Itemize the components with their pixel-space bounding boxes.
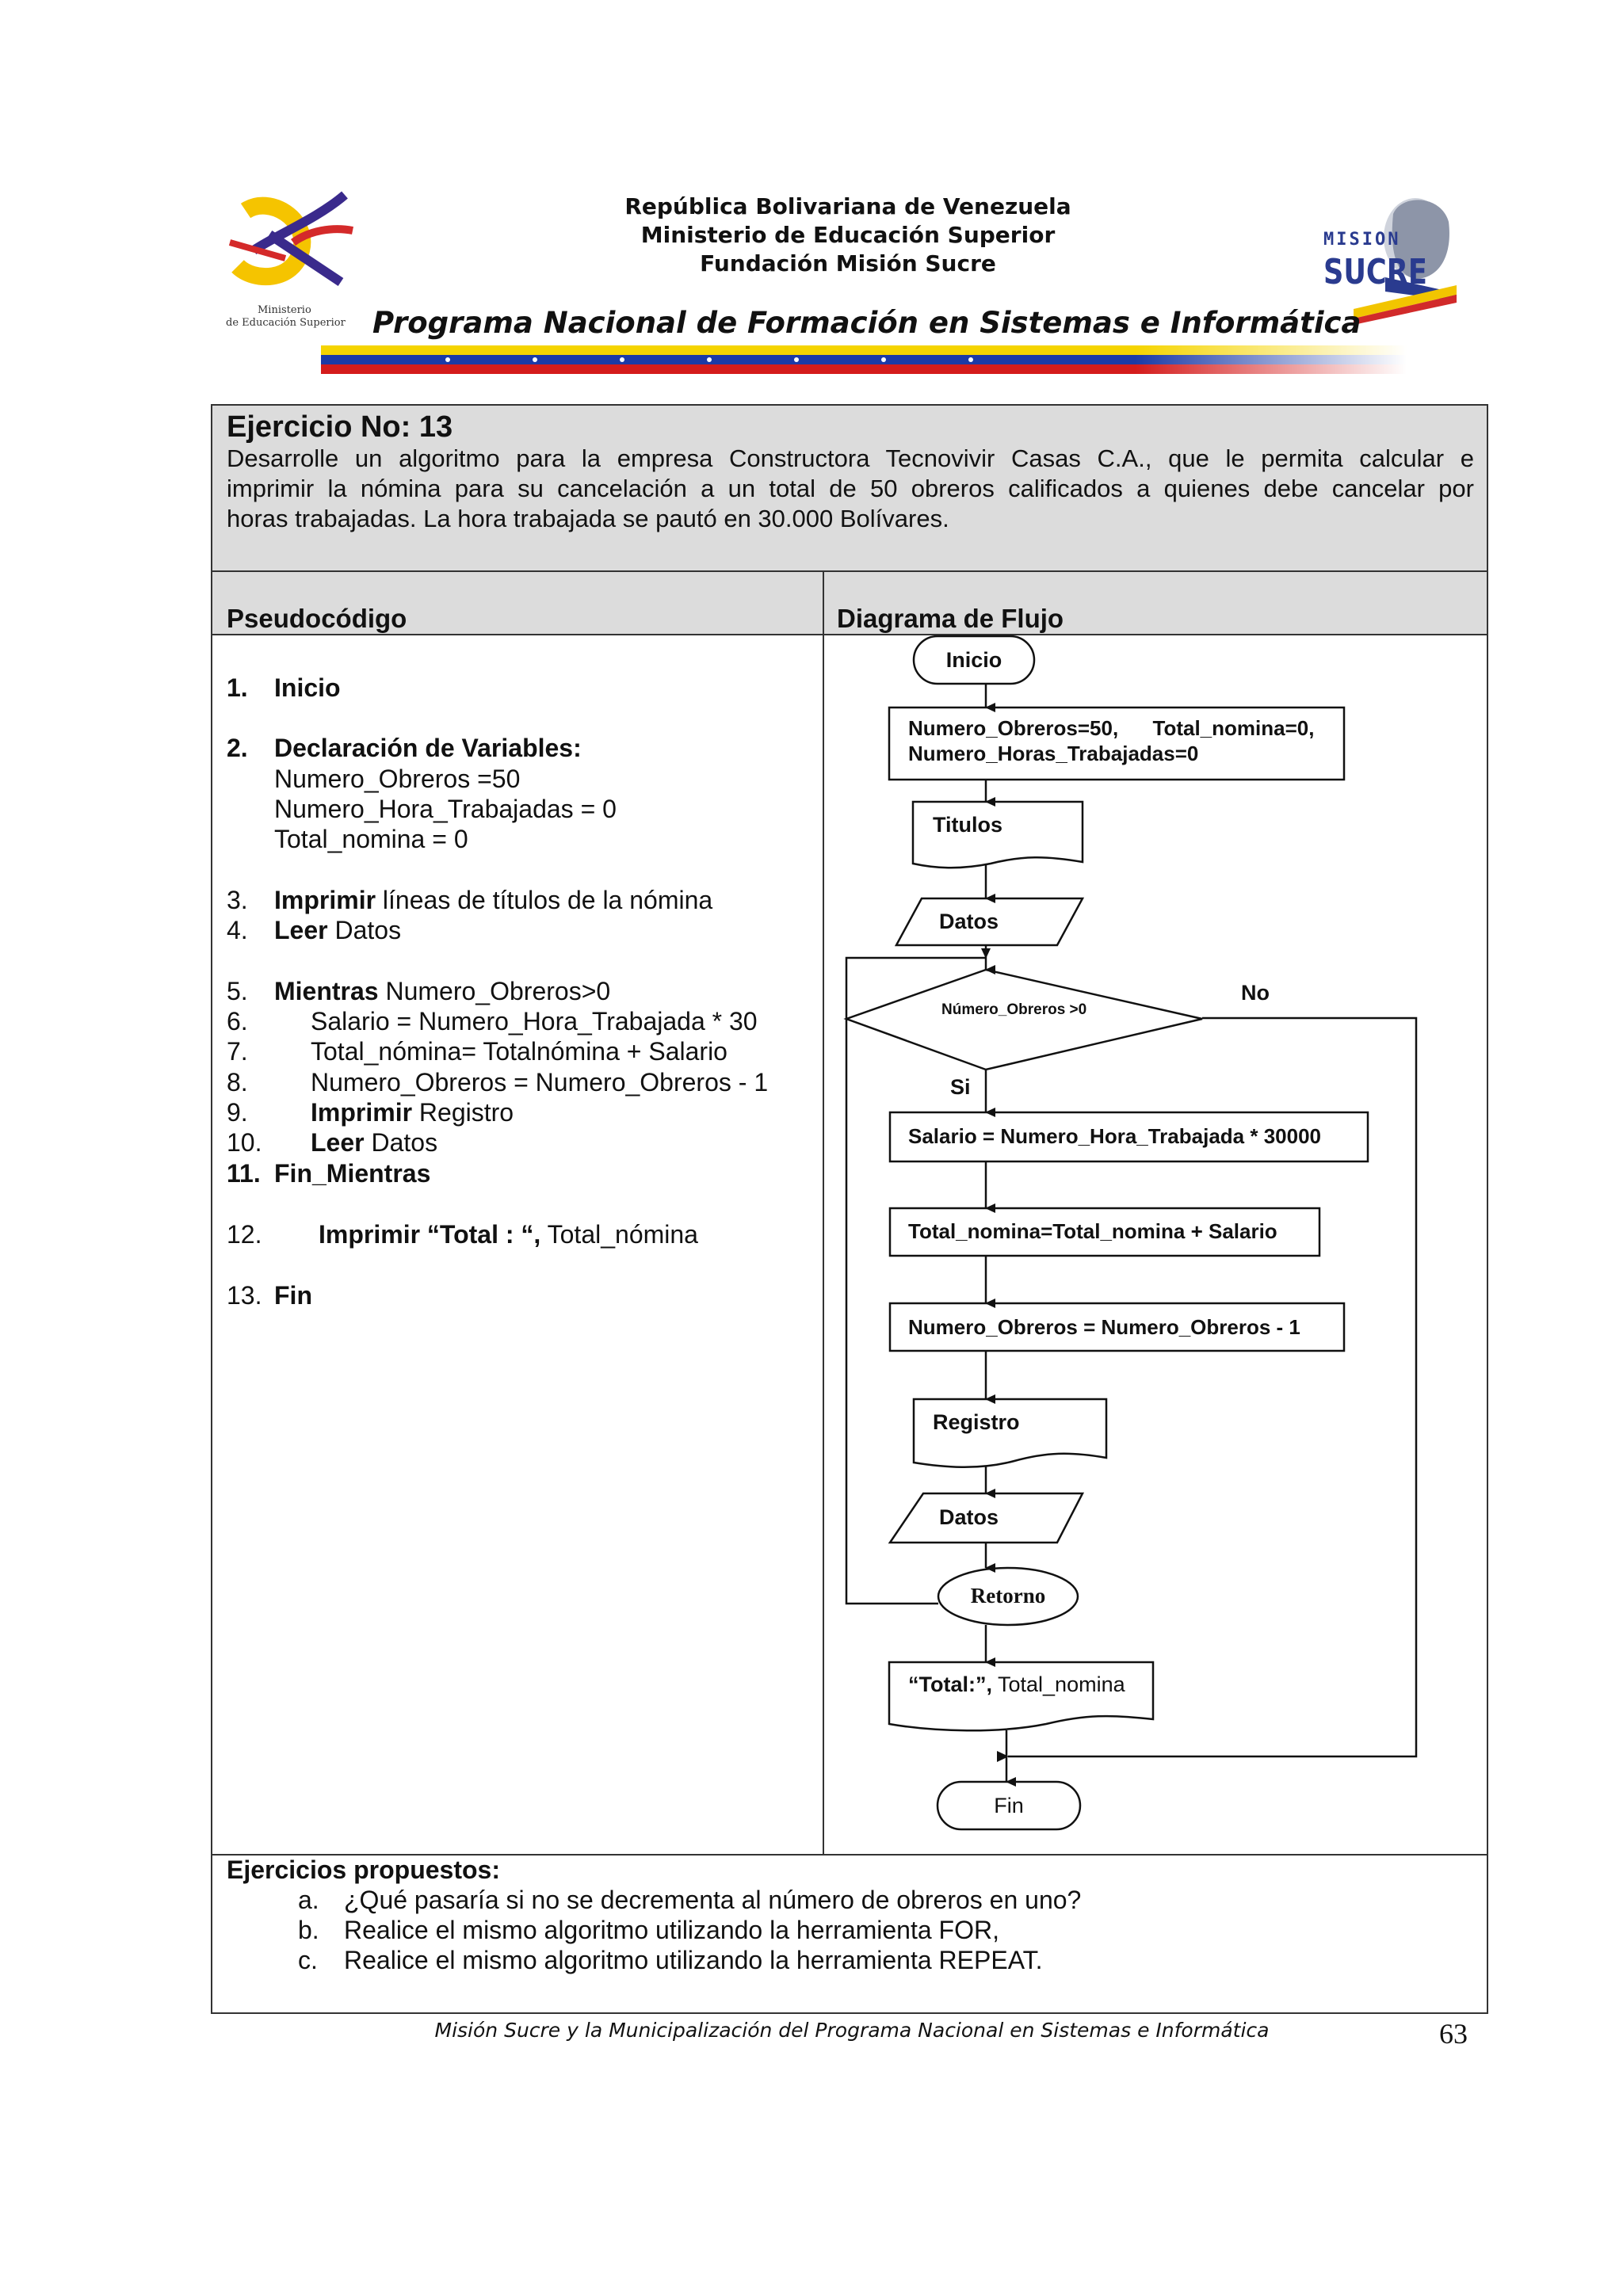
flow-titulos-label: Titulos (933, 813, 1003, 837)
exercise-line-1: Desarrolle un algoritmo para la empresa Constructora Tecnovivir Casas C.A., que le permita calcular e (227, 444, 1474, 472)
pseudocode-header: Pseudocódigo (227, 604, 407, 633)
header-line-2: Ministerio de Educación Superior (640, 222, 1056, 248)
proposed-title: Ejercicios propuestos: (227, 1855, 500, 1884)
flow-inicio-label: Inicio (945, 648, 1002, 672)
pseudo-line-2b: Numero_Hora_Trabajadas = 0 (274, 795, 617, 823)
program-title: Programa Nacional de Formación en Sistemas e Informática (372, 306, 1361, 340)
flow-datos1-label: Datos (939, 910, 999, 933)
flow-condition-label: Número_Obreros >0 (941, 1001, 1087, 1018)
flow-registro-label: Registro (933, 1410, 1020, 1434)
sucre-text: SUCRE (1323, 252, 1427, 292)
proposed-item-a: a. ¿Qué pasaría si no se decrementa al número de obreros en uno? (298, 1886, 1082, 1914)
flowchart-header: Diagrama de Flujo (837, 604, 1064, 633)
flow-fin-label: Fin (994, 1794, 1024, 1817)
exercise-line-2: imprimir la nómina para su cancelación a un total de 50 obreros calificados a quienes debe cancelar por (227, 475, 1474, 502)
pseudo-line-2a: Numero_Obreros =50 (274, 765, 521, 793)
flow-init-line-2: Numero_Horas_Trabajadas=0 (908, 742, 1199, 765)
flow-salario-label: Salario = Numero_Hora_Trabajada * 30000 (908, 1124, 1321, 1148)
flow-output-label: “Total:”, Total_nomina (908, 1672, 1125, 1696)
proposed-exercises (211, 1854, 1488, 2014)
header-line-1: República Bolivariana de Venezuela (624, 193, 1071, 219)
pseudo-line-2c: Total_nomina = 0 (274, 825, 468, 853)
proposed-item-c: c. Realice el mismo algoritmo utilizando la herramienta REPEAT. (298, 1946, 1043, 1974)
flow-retorno-label: Retorno (970, 1584, 1046, 1608)
pseudocode-list: 1. Inicio 2. Declaración de Variables: Numero_Obreros =50 Numero_Hora_Trabajadas = 0 Total_nomina = 0 3. Imprimir líneas de títulos de la nómina 4. Leer Datos 5. Mientras Numero_Obreros>0 6. Salario = Numero_Hora_Trabajada * 30 7. Total_nómina= Totalnómina + Salario 8. Numero_Obreros = Numero_Obreros - 1 9. Imprimir Registro 10. Leer Datos 11. Fin_Mientras 12. Imprimir “Total : “, Total_nómina 13. Fin (227, 673, 769, 1310)
exercise-title: Ejercicio No: 13 (227, 410, 453, 444)
flow-si-label: Si (950, 1075, 971, 1099)
flow-decrement-label: Numero_Obreros = Numero_Obreros - 1 (908, 1315, 1300, 1339)
flow-total-label: Total_nomina=Total_nomina + Salario (908, 1219, 1277, 1243)
mision-text: MISION (1323, 230, 1401, 250)
flow-datos2-label: Datos (939, 1505, 999, 1529)
exercise-line-3: horas trabajadas. La hora trabajada se pautó en 30.000 Bolívares. (227, 505, 949, 532)
footer-text: Misión Sucre y la Municipalización del Programa Nacional en Sistemas e Informática (434, 2019, 1270, 2042)
ministry-caption-1: Ministerio (258, 304, 311, 316)
page-number: 63 (1439, 2018, 1468, 2050)
flow-init-line-1: Numero_Obreros=50, Total_nomina=0, (908, 716, 1315, 740)
proposed-item-b: b. Realice el mismo algoritmo utilizando la herramienta FOR, (298, 1916, 999, 1944)
flow-condition-diamond (846, 970, 1202, 1070)
flow-no-label: No (1241, 981, 1270, 1005)
ministry-caption-2: de Educación Superior (226, 317, 346, 329)
header-line-3: Fundación Misión Sucre (700, 250, 996, 277)
